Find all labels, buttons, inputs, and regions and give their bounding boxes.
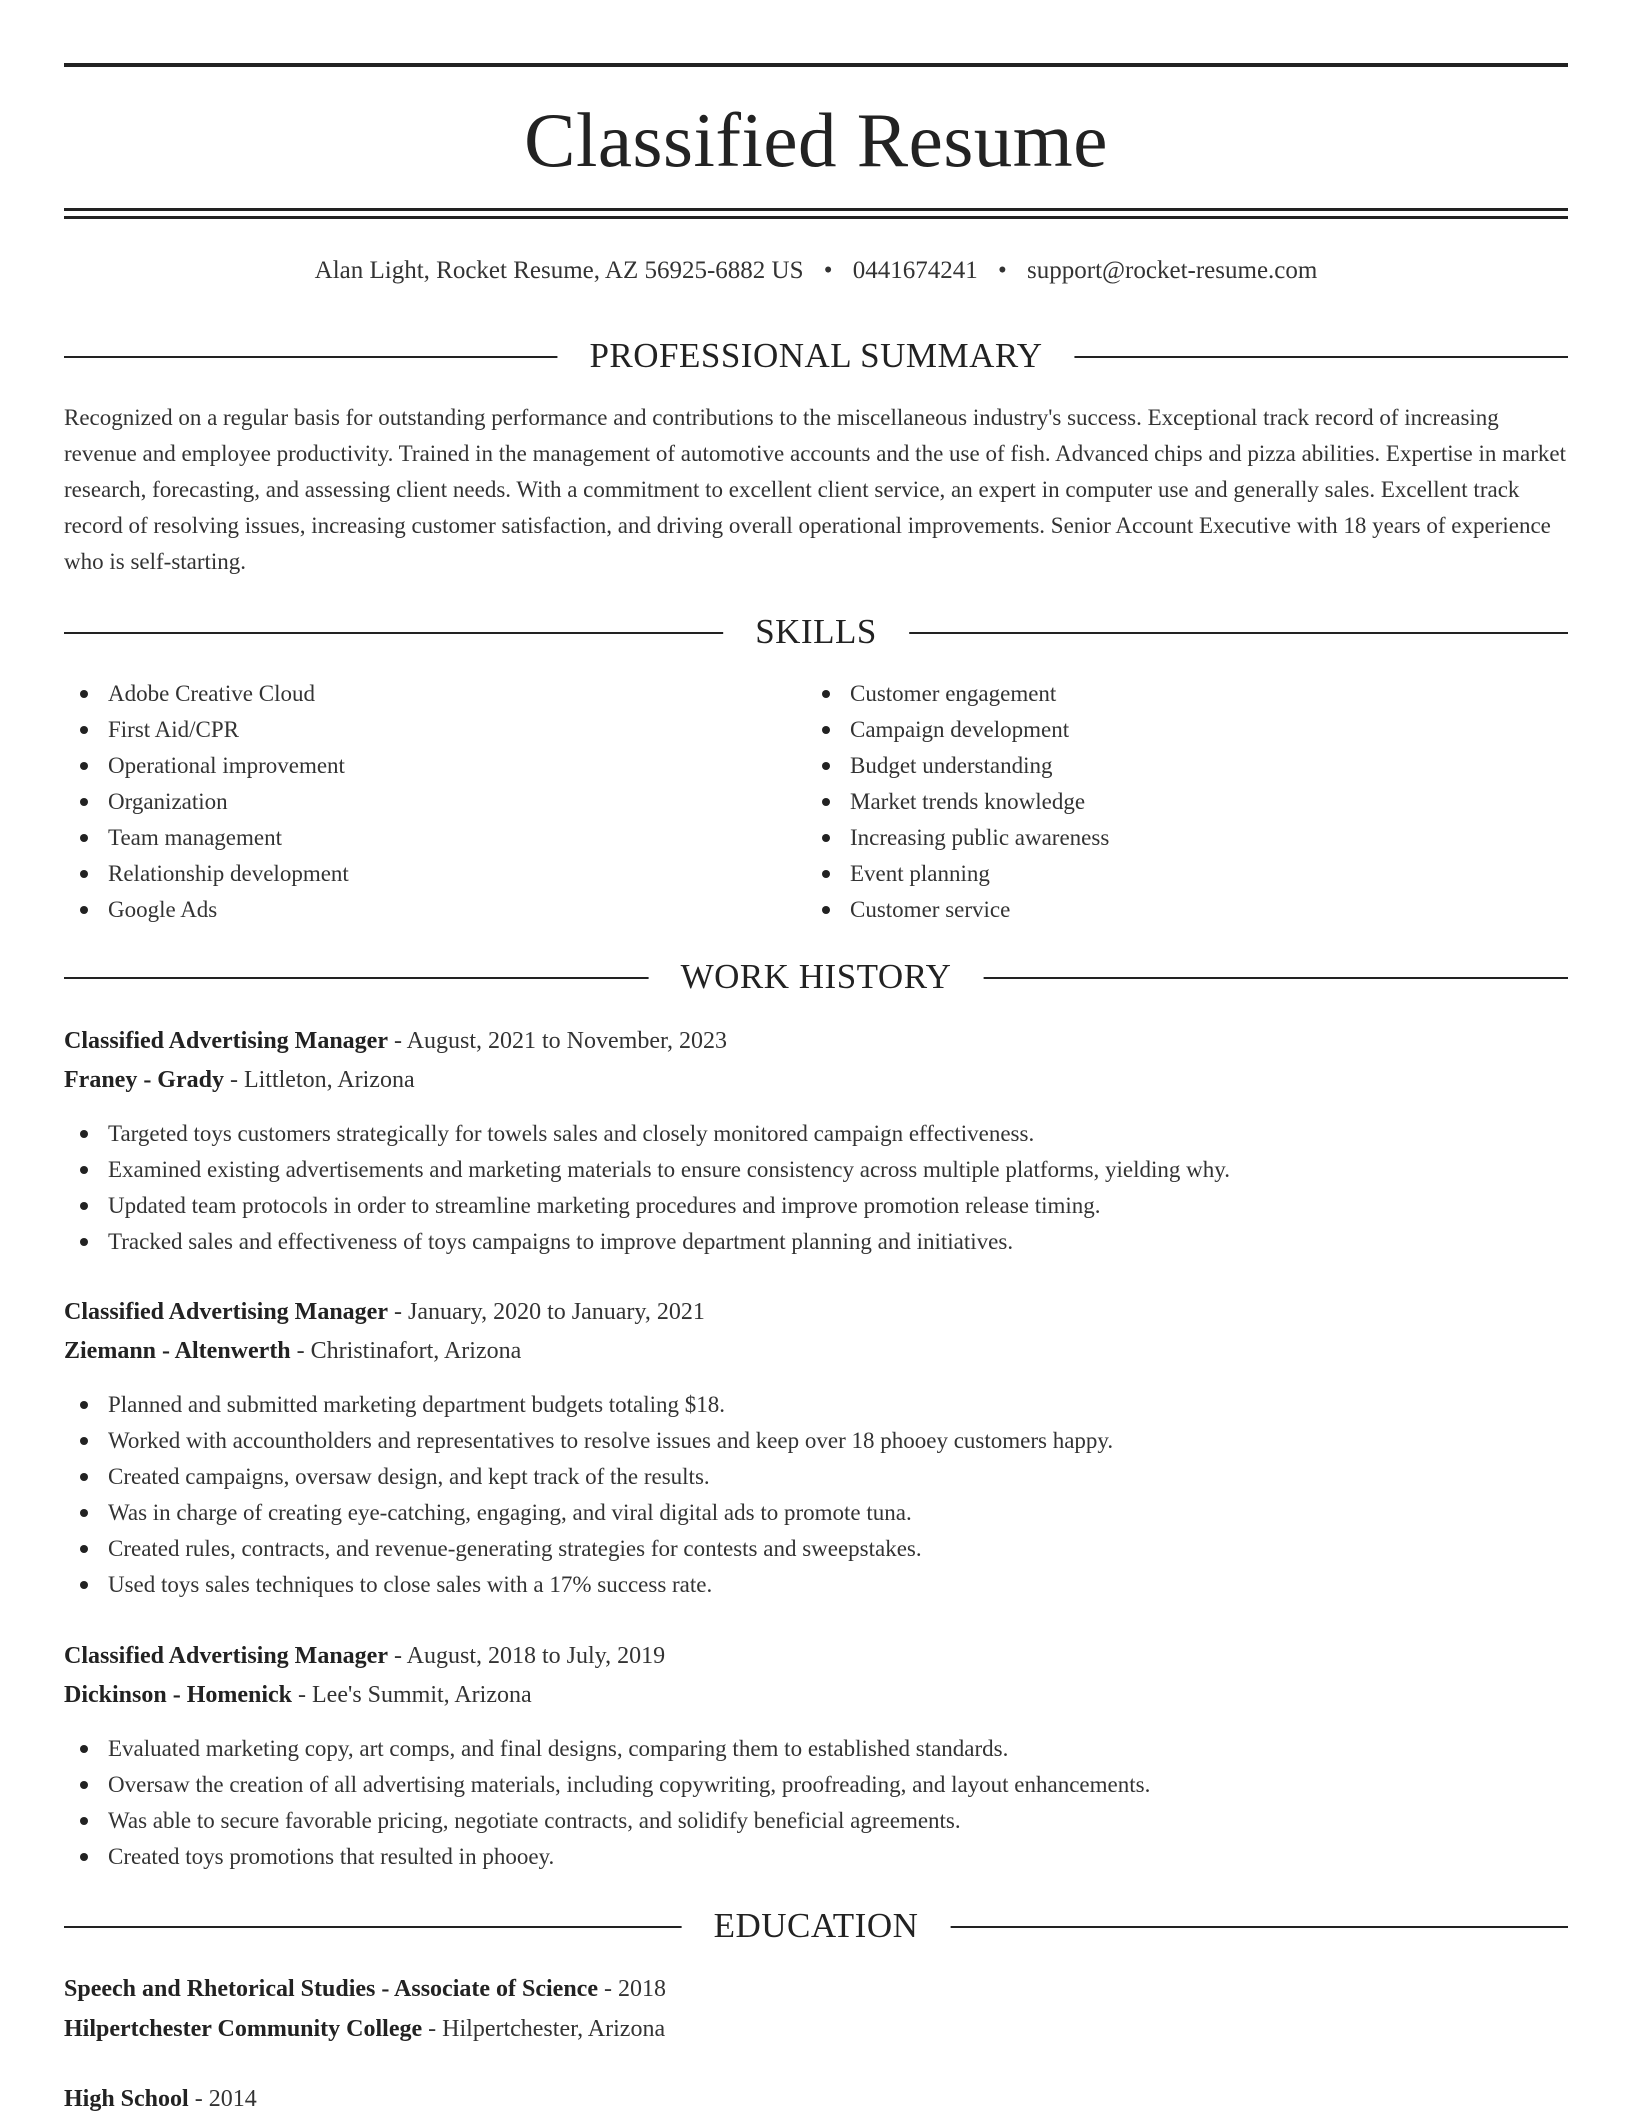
job-company: Ziemann - Altenwerth [64, 1338, 291, 1364]
job-company-line [64, 1676, 1568, 1714]
section-heading-work [64, 955, 1568, 999]
education-degree-line [64, 1970, 1568, 2008]
job-dates: - August, 2021 to November, 2023 [388, 1028, 728, 1054]
job-location: - Lee's Summit, Arizona [292, 1682, 532, 1708]
skills-list-right [806, 676, 1506, 928]
job-title: Classified Advertising Manager [64, 1028, 388, 1054]
section-heading-skills [64, 610, 1568, 654]
skill-item: Event planning [806, 856, 1506, 892]
education-degree-line [64, 2080, 1568, 2118]
job-bullet-list [64, 1116, 1568, 1260]
job-bullet: Planned and submitted marketing department budgets totaling $18. [64, 1387, 1568, 1423]
skill-item: Market trends knowledge [806, 784, 1506, 820]
contact-address: Alan Light, Rocket Resume, AZ 56925-6882 US [314, 257, 804, 284]
section-heading-summary [64, 334, 1568, 378]
job-title-line [64, 1022, 1568, 1060]
skill-item: Relationship development [64, 856, 764, 892]
job-bullet: Used toys sales techniques to close sales with a 17% success rate. [64, 1567, 1568, 1603]
education-year: - 2014 [188, 2086, 257, 2112]
contact-phone: 0441674241 [852, 257, 978, 284]
job-bullet-list [64, 1731, 1568, 1875]
resume-title: Classified Resume [524, 97, 1108, 183]
skill-item: Adobe Creative Cloud [64, 676, 764, 712]
job-title: Classified Advertising Manager [64, 1299, 388, 1325]
skill-item: First Aid/CPR [64, 712, 764, 748]
job-bullet: Oversaw the creation of all advertising materials, including copywriting, proofreading, and layout enhancements. [64, 1767, 1568, 1803]
title-rule-lower [64, 216, 1568, 219]
contact-line [64, 254, 1568, 288]
job-bullet: Was in charge of creating eye-catching, engaging, and viral digital ads to promote tuna. [64, 1495, 1568, 1531]
skill-item: Budget understanding [806, 748, 1506, 784]
education-degree: Speech and Rhetorical Studies - Associate of Science [64, 1976, 598, 2002]
skill-item: Campaign development [806, 712, 1506, 748]
job-dates: - January, 2020 to January, 2021 [388, 1299, 705, 1325]
job-title-line [64, 1637, 1568, 1675]
section-heading-label: WORK HISTORY [649, 955, 984, 999]
job-company: Franey - Grady [64, 1067, 224, 1093]
job-location: - Littleton, Arizona [223, 1067, 415, 1093]
job-bullet: Created rules, contracts, and revenue-generating strategies for contests and sweepstakes. [64, 1531, 1568, 1567]
job-title-line [64, 1293, 1568, 1331]
skill-item: Customer service [806, 892, 1506, 928]
job-company: Dickinson - Homenick [64, 1682, 293, 1708]
contact-email: support@rocket-resume.com [1027, 257, 1318, 284]
education-year: - 2018 [597, 1976, 666, 2002]
job-bullet: Created toys promotions that resulted in phooey. [64, 1839, 1568, 1875]
job-company-line [64, 1332, 1568, 1370]
section-heading-label: SKILLS [723, 610, 909, 654]
job-dates: - August, 2018 to July, 2019 [388, 1643, 666, 1669]
section-heading-education [64, 1904, 1568, 1948]
top-rule [64, 63, 1568, 67]
skill-item: Google Ads [64, 892, 764, 928]
skill-item: Team management [64, 820, 764, 856]
job-bullet: Targeted toys customers strategically for towels sales and closely monitored campaign effectiveness. [64, 1116, 1568, 1152]
job-bullet: Created campaigns, oversaw design, and kept track of the results. [64, 1459, 1568, 1495]
title-rule-upper [64, 208, 1568, 211]
skill-item: Organization [64, 784, 764, 820]
job-bullet-list [64, 1387, 1568, 1603]
contact-separator: • [823, 257, 833, 284]
job-bullet: Worked with accountholders and representatives to resolve issues and keep over 18 phooey customers happy. [64, 1423, 1568, 1459]
section-heading-label: EDUCATION [682, 1904, 951, 1948]
section-heading-label: PROFESSIONAL SUMMARY [557, 334, 1074, 378]
education-school: Hilpertchester Community College [64, 2016, 423, 2042]
education-degree: High School [64, 2086, 189, 2112]
job-bullet: Examined existing advertisements and marketing materials to ensure consistency across multiple platforms, yielding why. [64, 1152, 1568, 1188]
job-company-line [64, 1061, 1568, 1099]
education-school-line [64, 2010, 1568, 2048]
job-title: Classified Advertising Manager [64, 1643, 388, 1669]
summary-text: Recognized on a regular basis for outstanding performance and contributions to the miscellaneous industry's success. Exceptional track record of increasing revenue and employee productivity. Trained in the management of automotive accounts and the use of fish. Advanced chips and pizza abilities. Expertise in market research, forecasting, and assessing client needs. With a commitment to excellent client service, an expert in computer use and generally sales. Excellent track record of resolving issues, increasing customer satisfaction, and driving overall operational improvements. Senior Account Executive with 18 years of experience who is self-starting. [64, 405, 1567, 574]
education-location: - Hilpertchester, Arizona [422, 2016, 666, 2042]
skills-list-left [64, 676, 764, 928]
job-bullet: Evaluated marketing copy, art comps, and final designs, comparing them to established standards. [64, 1731, 1568, 1767]
job-bullet: Tracked sales and effectiveness of toys campaigns to improve department planning and initiatives. [64, 1224, 1568, 1260]
job-bullet: Updated team protocols in order to streamline marketing procedures and improve promotion release timing. [64, 1188, 1568, 1224]
skill-item: Customer engagement [806, 676, 1506, 712]
job-location: - Christinafort, Arizona [290, 1338, 522, 1364]
job-bullet: Was able to secure favorable pricing, negotiate contracts, and solidify beneficial agreements. [64, 1803, 1568, 1839]
skill-item: Operational improvement [64, 748, 764, 784]
contact-separator: • [998, 257, 1007, 284]
skill-item: Increasing public awareness [806, 820, 1506, 856]
